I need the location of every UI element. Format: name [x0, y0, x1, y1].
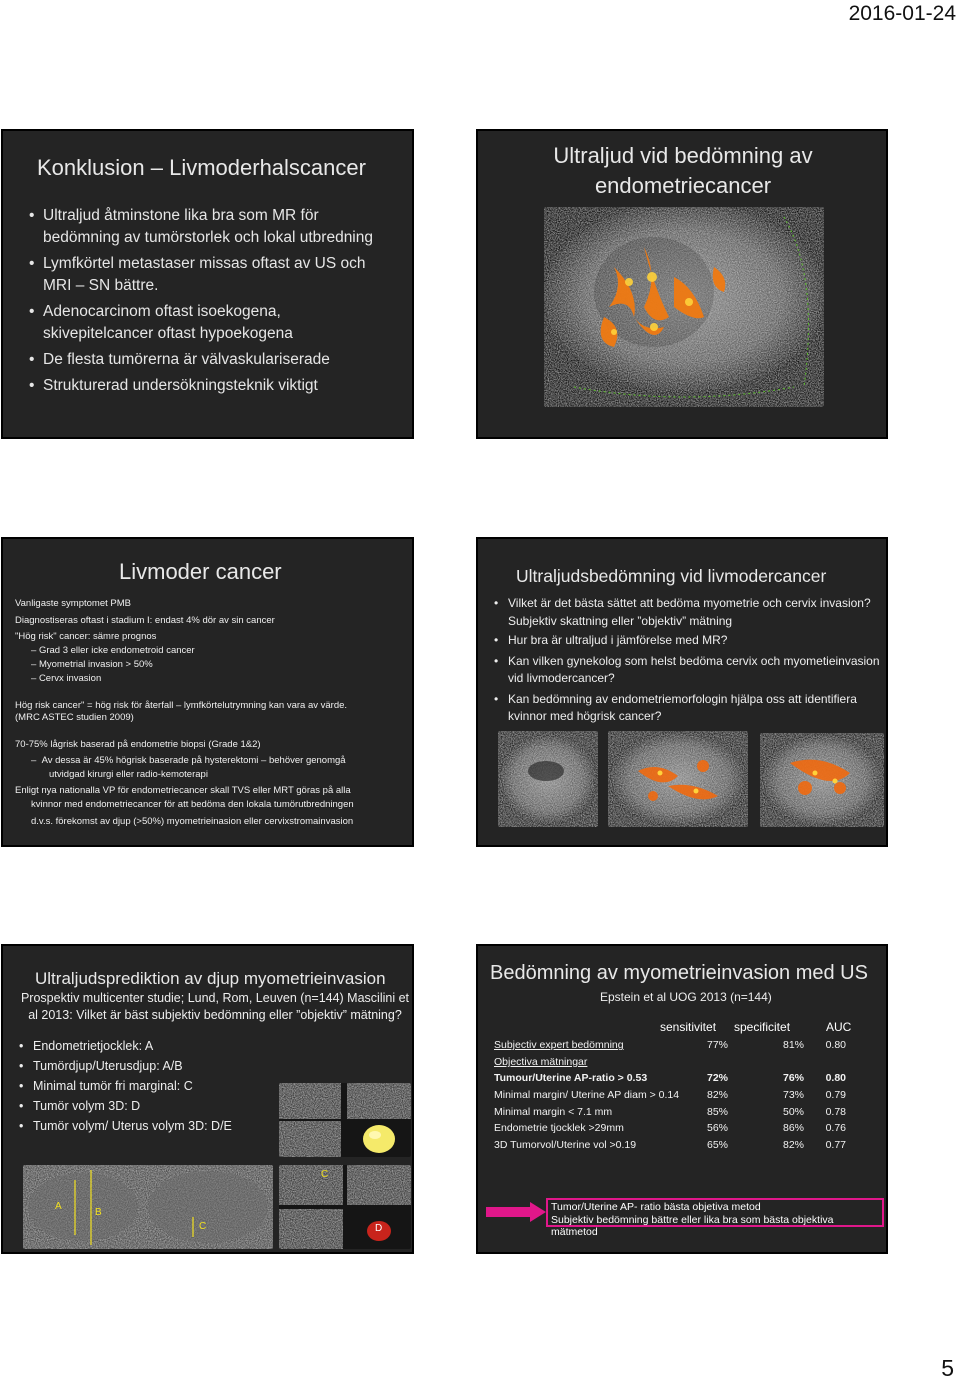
sensitivity-cell: 56%	[706, 1122, 728, 1135]
row-label: Subjectiv expert bedömning	[494, 1039, 624, 1052]
slide-bedomning-myometrieinvasion	[476, 944, 888, 1254]
slide-title: Konklusion – Livmoderhalscancer	[37, 155, 366, 180]
table-row	[494, 1054, 846, 1071]
bullet-item: • Tumör volym/ Uterus volym 3D: D/E	[19, 1116, 279, 1136]
specificity-cell	[728, 1054, 804, 1071]
3d-ultrasound-image	[279, 1083, 411, 1157]
row-label: Endometrie tjocklek >29mm	[494, 1122, 624, 1135]
doppler-ultrasound-image	[608, 731, 748, 827]
bullet-item: • Adenocarcinom oftast isoekogena, skivepitelcancer oftast hypoekogena	[29, 301, 389, 345]
auc-cell: 0.80	[825, 1072, 846, 1085]
row-label: Minimal margin/ Uterine AP diam > 0.14	[494, 1089, 680, 1102]
sensitivity-cell: 82%	[706, 1089, 728, 1102]
arrow-icon	[486, 1202, 548, 1222]
sub-item-text: Cervx invasion	[38, 673, 102, 684]
ultrasound-image	[498, 731, 598, 827]
slide-title: Ultraljudsprediktion av djup myometrieinvasion	[35, 969, 386, 988]
slide-konklusion	[1, 129, 414, 439]
callout-line: Tumor/Uterine AP- ratio bästa objetiva metod	[551, 1201, 761, 1213]
text-line: (MRC ASTEC studien 2009)	[15, 712, 134, 723]
row-label: Objectiva mätningar	[494, 1055, 588, 1068]
specificity-cell: 50%	[782, 1105, 804, 1118]
results-table	[494, 1037, 846, 1153]
table-row	[494, 1120, 846, 1137]
sub-item-text: Av dessa är 45% högrisk baserade på hysterektomi – behöver genomgå	[41, 755, 346, 766]
table-row	[494, 1037, 846, 1054]
bullet-item: • Vilket är det bästa sättet att bedöma myometrie och cervix invasion? Subjektiv skattning eller ”objektiv” mätning	[494, 595, 886, 630]
bullet-item: • Strukturerad undersökningsteknik viktigt	[29, 375, 389, 397]
bullet-list	[494, 595, 886, 726]
intro-text: Prospektiv multicenter studie; Lund, Rom, Leuven (n=144) Mascilini et al 2013: Vilket är bäst subjektiv bedömning eller ”objektiv” mätning?	[20, 991, 410, 1022]
bullet-item: • Kan bedömning av endometriemorfologin hjälpa oss att identifiera kvinnor med högrisk cancer?	[494, 691, 886, 726]
text-line: utvidgad kirurgi eller radio-kemoterapi	[49, 769, 208, 780]
table-row	[494, 1103, 846, 1120]
table-row	[494, 1070, 846, 1087]
column-header: sensitivitet	[660, 1020, 717, 1034]
table-row	[494, 1087, 846, 1104]
sub-item: – Av dessa är 45% högrisk baserade på hysterektomi – behöver genomgå	[31, 755, 346, 766]
callout-line: Subjektiv bedömning bättre eller lika bra som bästa objektiva mätmetod	[551, 1213, 834, 1238]
bullet-item: • Tumör volym 3D: D	[19, 1096, 279, 1116]
slide-ultraljud-endometriecancer	[476, 129, 888, 439]
measure-label-a: A	[55, 1201, 62, 1212]
text-line: Diagnostiseras oftast i stadium I: endast 4% dör av sin cancer	[15, 615, 275, 626]
auc-cell: 0.76	[825, 1122, 846, 1135]
bullet-item: • Tumördjup/Uterusdjup: A/B	[19, 1056, 279, 1076]
row-label: 3D Tumorvol/Uterine vol >0.19	[494, 1138, 637, 1151]
text-line: "Hög risk" cancer: sämre prognos	[15, 631, 157, 642]
specificity-cell: 76%	[782, 1072, 804, 1085]
slide-subtitle: Epstein et al UOG 2013 (n=144)	[600, 990, 772, 1004]
auc-cell: 0.80	[825, 1039, 846, 1052]
row-label: Minimal margin < 7.1 mm	[494, 1105, 613, 1118]
sensitivity-cell	[682, 1054, 728, 1071]
sensitivity-cell: 85%	[706, 1105, 728, 1118]
bullet-item: • Minimal tumör fri marginal: C	[19, 1076, 279, 1096]
auc-cell: 0.77	[825, 1138, 846, 1151]
ultrasound-image	[23, 1165, 273, 1249]
bullet-list	[29, 205, 389, 397]
sensitivity-cell: 72%	[706, 1072, 728, 1085]
table-row	[494, 1137, 846, 1154]
bullet-item: • De flesta tumörerna är välvaskulariserade	[29, 349, 389, 371]
callout-box	[546, 1198, 884, 1238]
bullet-item: • Endometrietjocklek: A	[19, 1036, 279, 1056]
doppler-ultrasound-image	[760, 733, 884, 827]
auc-cell	[804, 1054, 846, 1071]
sensitivity-cell: 65%	[706, 1138, 728, 1151]
text-line: Hög risk cancer" = hög risk för återfall – lymfkörtelutrymning kan vara av värde.	[15, 700, 348, 711]
bullet-list	[19, 1036, 279, 1136]
bullet-item: • Lymfkörtel metastaser missas oftast av US och MRI – SN bättre.	[29, 253, 389, 297]
sensitivity-cell: 77%	[706, 1039, 728, 1052]
specificity-cell: 86%	[782, 1122, 804, 1135]
slide-title: Ultraljudsbedömning vid livmodercancer	[516, 566, 827, 586]
auc-cell: 0.78	[825, 1105, 846, 1118]
specificity-cell: 81%	[782, 1039, 804, 1052]
sub-item-text: Myometrial invasion > 50%	[38, 659, 153, 670]
bullet-item: • Hur bra är ultraljud i jämförelse med MR?	[494, 632, 886, 650]
slide-title: Livmoder cancer	[119, 559, 282, 584]
slide-title: Ultraljud vid bedömning av endometriecancer	[553, 143, 813, 198]
sub-item: – Cervx invasion	[31, 673, 102, 684]
auc-cell: 0.79	[825, 1089, 846, 1102]
3d-ultrasound-image	[279, 1165, 411, 1249]
doppler-ultrasound-image	[544, 207, 824, 407]
specificity-cell: 73%	[782, 1089, 804, 1102]
text-line: Vanligaste symptomet PMB	[15, 598, 131, 609]
measure-label-c: C	[321, 1169, 329, 1180]
text-line: d.v.s. förekomst av djup (>50%) myometrieinasion eller cervixstromainvasion	[31, 816, 354, 827]
measure-label-d: D	[375, 1223, 383, 1234]
text-line: kvinnor med endometriecancer för att bedöma den lokala tumörutbredningen	[31, 799, 354, 810]
slide-livmoder-cancer	[1, 537, 414, 847]
measure-label-c: C	[199, 1221, 207, 1232]
bullet-item: • Kan vilken gynekolog som helst bedöma cervix och myometieinvasion vid livmodercancer?	[494, 653, 886, 688]
specificity-cell: 82%	[782, 1138, 804, 1151]
sub-item-text: Grad 3 eller icke endometroid cancer	[38, 645, 195, 656]
text-line: Enligt nya nationalla VP för endometriecancer skall TVS eller MRT göras på alla	[15, 785, 351, 796]
slide-ultraljudsbedomning	[476, 537, 888, 847]
sub-item: – Grad 3 eller icke endometroid cancer	[31, 645, 195, 656]
slide-ultraljudsprediktion	[1, 944, 414, 1254]
row-label: Tumour/Uterine AP-ratio > 0.53	[494, 1072, 648, 1085]
header-date: 2016-01-24	[848, 2, 956, 25]
footer-page-number: 5	[941, 1355, 954, 1381]
measure-label-b: B	[95, 1207, 102, 1218]
bullet-item: • Ultraljud åtminstone lika bra som MR för bedömning av tumörstorlek och lokal utbredning	[29, 205, 389, 249]
column-header: specificitet	[734, 1020, 791, 1034]
sub-item: – Myometrial invasion > 50%	[31, 659, 153, 670]
column-header: AUC	[826, 1020, 852, 1034]
slide-title: Bedömning av myometrieinvasion med US	[490, 962, 868, 984]
text-line: 70-75% lågrisk baserad på endometrie biopsi (Grade 1&2)	[15, 739, 261, 750]
